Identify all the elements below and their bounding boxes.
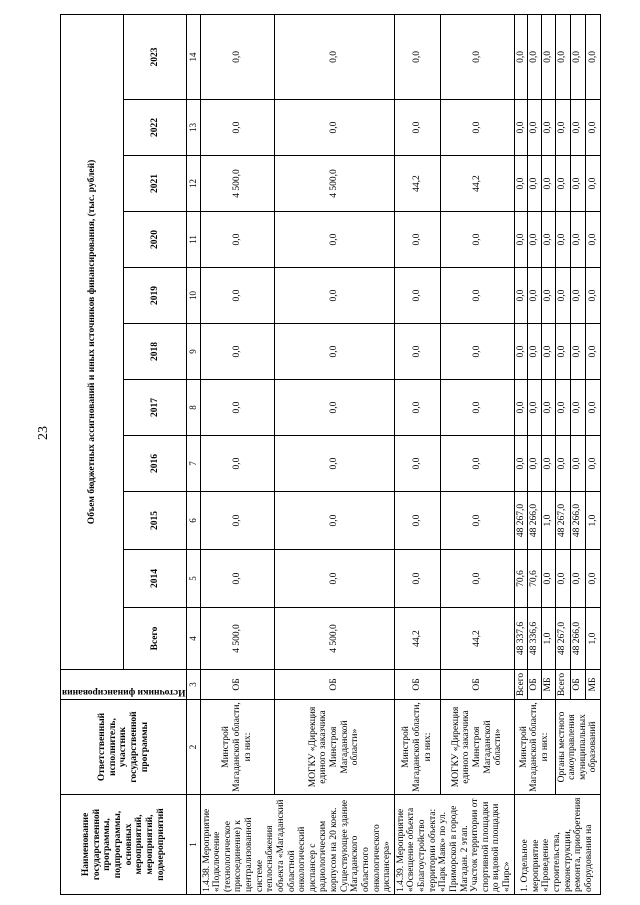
row-value: 0,0 [528,212,542,268]
row-value: 0,0 [585,14,600,99]
row-value: 0,0 [394,324,440,380]
row-value: 0,0 [200,550,274,608]
row-value: 44,2 [394,608,440,670]
row-value: 0,0 [555,324,570,380]
row-value: 0,0 [394,268,440,324]
row-executor: Минстрой Магаданской области, из них: [514,700,555,795]
row-value: 0,0 [440,436,514,492]
row-value: 0,0 [528,436,542,492]
row-source: ОБ [275,670,395,700]
column-number: 2 [187,700,200,795]
row-value: 0,0 [585,268,600,324]
row-value: 4 500,0 [200,156,274,212]
row-value: 0,0 [200,492,274,550]
header-year: 2020 [124,212,187,268]
column-number: 10 [187,268,200,324]
column-number: 3 [187,670,200,700]
column-number: 9 [187,324,200,380]
row-name: 1.4.38. Мероприятие «Подключение (технологическое присоединение) к централизованной системе теплоснабжения объекта «Магаданский областной онкологический диспансер с радиологическим корпусом на 20 коек. Существующее здание Магаданского областного онкологического диспансера» [200,795,394,895]
row-value: 0,0 [275,380,395,436]
row-value: 0,0 [440,212,514,268]
row-value: 0,0 [570,156,585,212]
row-value: 0,0 [200,14,274,99]
column-number: 5 [187,550,200,608]
row-value: 0,0 [528,14,542,99]
row-source: Всего [514,670,528,700]
row-value: 0,0 [275,212,395,268]
row-value: 0,0 [541,436,555,492]
row-value: 1,0 [585,608,600,670]
column-number: 4 [187,608,200,670]
row-value: 0,0 [440,324,514,380]
header-year: 2019 [124,268,187,324]
row-value: 70,6 [514,550,528,608]
row-value: 0,0 [541,14,555,99]
row-value: 0,0 [514,380,528,436]
row-value: 0,0 [570,436,585,492]
row-value: 1,0 [541,492,555,550]
row-value: 0,0 [555,436,570,492]
row-value: 0,0 [541,550,555,608]
row-value: 0,0 [585,380,600,436]
header-year: 2015 [124,492,187,550]
header-year: 2014 [124,550,187,608]
row-value: 1,0 [585,492,600,550]
table-row [555,14,570,894]
table-row [200,14,274,894]
row-value: 0,0 [541,156,555,212]
row-value: 1,0 [541,608,555,670]
row-value: 0,0 [585,212,600,268]
row-value: 0,0 [570,212,585,268]
row-value: 0,0 [570,550,585,608]
row-value: 0,0 [555,156,570,212]
row-value: 4 500,0 [275,608,395,670]
row-source: МБ [541,670,555,700]
row-value: 0,0 [541,380,555,436]
row-value: 48 267,0 [555,492,570,550]
row-executor: МОГКУ «Дирекция единого заказчика Минстроя Магаданской области» [275,700,395,795]
row-name: 1. Отдельное мероприятие «Проведение строительства, реконструкции, ремонта, приобретения оборудования на [514,795,600,895]
row-value: 0,0 [528,380,542,436]
row-value: 0,0 [394,14,440,99]
row-source: ОБ [394,670,440,700]
row-value: 4 500,0 [200,608,274,670]
row-value: 48 266,0 [570,492,585,550]
row-value: 0,0 [200,268,274,324]
header-year: 2016 [124,436,187,492]
row-source: Всего [555,670,570,700]
row-value: 0,0 [275,14,395,99]
row-value: 48 267,0 [514,492,528,550]
row-value: 0,0 [585,436,600,492]
row-value: 0,0 [541,324,555,380]
row-value: 0,0 [585,324,600,380]
column-number: 6 [187,492,200,550]
table-row [394,14,440,894]
row-value: 48 337,6 [514,608,528,670]
row-value: 0,0 [275,268,395,324]
page-number: 23 [36,426,51,440]
table-row [275,14,395,894]
row-value: 0,0 [570,380,585,436]
row-value: 48 266,0 [528,492,542,550]
row-value: 0,0 [555,100,570,156]
row-source: ОБ [570,670,585,700]
column-number: 8 [187,380,200,436]
row-value: 0,0 [541,212,555,268]
header-year: 2021 [124,156,187,212]
row-value: 0,0 [200,100,274,156]
row-value: 0,0 [570,100,585,156]
row-value: 0,0 [555,212,570,268]
budget-table-container [60,15,599,895]
header-executor: Ответственный исполнитель, участник государственной программы [61,700,187,795]
row-source: ОБ [200,670,274,700]
header-year: 2017 [124,380,187,436]
row-value: 0,0 [514,156,528,212]
row-value: 48 267,0 [555,608,570,670]
row-value: 0,0 [200,324,274,380]
row-value: 4 500,0 [275,156,395,212]
column-number: 13 [187,100,200,156]
column-number: 7 [187,436,200,492]
row-value: 0,0 [275,100,395,156]
budget-table [60,14,601,895]
header-total: Всего [124,608,187,670]
column-number: 12 [187,156,200,212]
header-year: 2022 [124,100,187,156]
row-value: 0,0 [394,380,440,436]
row-value: 0,0 [528,156,542,212]
row-value: 0,0 [394,212,440,268]
column-number: 11 [187,212,200,268]
row-value: 0,0 [514,436,528,492]
row-name: 1.4.39. Мероприятие «Освещение объекта «Благоустройство территории объекта: «Парк Маяк» по ул. Приморской в городе Магадан. 2 этап. Участок территории от спортивной площадки до видовой площадки «Пирс» [394,795,514,895]
header-source: Источники финансирования [61,670,187,700]
row-value: 0,0 [200,212,274,268]
header-volume: Объем бюджетных ассигнований и иных источников финансирования, (тыс. рублей) [61,14,124,669]
row-value: 0,0 [570,14,585,99]
row-value: 0,0 [440,550,514,608]
row-value: 0,0 [200,436,274,492]
row-value: 0,0 [394,492,440,550]
row-value: 0,0 [555,380,570,436]
row-value: 0,0 [528,100,542,156]
row-value: 0,0 [555,550,570,608]
row-value: 0,0 [541,100,555,156]
row-value: 0,0 [394,436,440,492]
row-value: 0,0 [555,14,570,99]
row-value: 0,0 [200,380,274,436]
row-value: 70,6 [528,550,542,608]
row-value: 44,2 [440,156,514,212]
row-value: 0,0 [585,550,600,608]
row-value: 0,0 [440,492,514,550]
row-value: 0,0 [440,14,514,99]
row-value: 0,0 [514,212,528,268]
column-numbers-row [187,14,200,894]
row-value: 44,2 [394,156,440,212]
header-year: 2023 [124,14,187,99]
row-value: 0,0 [570,268,585,324]
row-value: 0,0 [440,380,514,436]
row-value: 0,0 [275,492,395,550]
column-number: 14 [187,14,200,99]
row-value: 0,0 [585,156,600,212]
row-value: 0,0 [541,268,555,324]
row-source: МБ [585,670,600,700]
row-executor: МОГКУ «Дирекция единого заказчика Минстроя Магаданской области» [440,700,514,795]
header-name: Наименование государственной программы, подпрограммы, основных мероприятий, мероприятий, подмероприятий [61,795,187,895]
row-value: 0,0 [555,268,570,324]
row-value: 0,0 [514,324,528,380]
table-row [514,14,528,894]
row-value: 0,0 [528,324,542,380]
row-value: 0,0 [514,268,528,324]
row-value: 0,0 [440,100,514,156]
row-value: 0,0 [394,100,440,156]
header-row [61,14,124,894]
row-value: 0,0 [394,550,440,608]
row-value: 48 266,0 [570,608,585,670]
row-executor: Минстрой Магаданской области, из них: [394,700,440,795]
table-row [440,14,514,894]
row-executor: Органы местного самоуправления муниципальных образований [555,700,601,795]
row-executor: Минстрой Магаданской области, из них: [200,700,274,795]
row-value: 0,0 [440,268,514,324]
row-value: 0,0 [514,100,528,156]
row-value: 0,0 [275,436,395,492]
row-value: 0,0 [514,14,528,99]
row-source: ОБ [440,670,514,700]
row-value: 0,0 [275,550,395,608]
row-value: 48 336,6 [528,608,542,670]
header-year: 2018 [124,324,187,380]
row-value: 0,0 [570,324,585,380]
row-value: 44,2 [440,608,514,670]
row-value: 0,0 [585,100,600,156]
column-number: 1 [187,795,200,895]
row-value: 0,0 [528,268,542,324]
row-value: 0,0 [275,324,395,380]
row-source: ОБ [528,670,542,700]
